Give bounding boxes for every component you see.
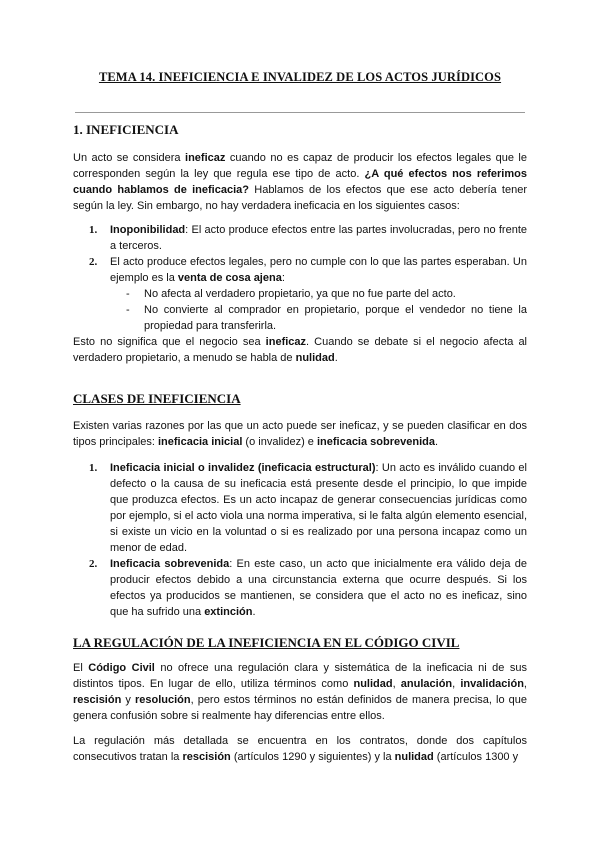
dash-bullet: - bbox=[126, 304, 130, 316]
text-run: El bbox=[73, 662, 89, 674]
text-run: no ofrece una regulación clara y sistemática de la ineficacia ni de sus distintos tipos. En lugar de ello, utiliza términos como bbox=[73, 662, 527, 690]
text-run: (artículos 1300 y bbox=[433, 751, 519, 763]
list-non-ineficacia bbox=[73, 222, 527, 334]
paragraph-codigo-civil bbox=[73, 660, 527, 724]
section-heading-clases: CLASES DE INEFICIENCIA bbox=[73, 391, 241, 406]
bold-term: Inoponibilidad bbox=[110, 224, 186, 236]
bold-term: resolución bbox=[134, 694, 191, 706]
text-run: Existen varias razones por las que un acto puede ser ineficaz, y se pueden clasificar en dos tipos principales: bbox=[73, 420, 527, 448]
text-run: y bbox=[121, 694, 135, 706]
bold-term: Ineficacia sobrevenida bbox=[110, 558, 230, 570]
paragraph-nulidad-note bbox=[73, 334, 527, 366]
section-heading-ineficiencia: 1. INEFICIENCIA bbox=[73, 122, 179, 137]
sub-list bbox=[110, 286, 527, 334]
list-item bbox=[73, 556, 527, 620]
bold-term: venta de cosa ajena bbox=[177, 272, 282, 284]
bold-term: ineficaz bbox=[265, 336, 307, 348]
text-run: El acto produce efectos legales, pero no cumple con lo que las partes esperaban. Un ejemplo es la bbox=[110, 256, 527, 284]
text-run: : En este caso, un acto que inicialmente era válido deja de producir efectos debido a una circunstancia externa que ocurre después. Si los efectos ya producidos se mantienen, se considera que el acto no es ineficaz, sino que ha sufrido una bbox=[110, 558, 527, 618]
bold-term: rescisión bbox=[182, 751, 231, 763]
title-divider bbox=[75, 112, 525, 113]
paragraph-clases-intro bbox=[73, 418, 527, 450]
text-run: (o invalidez) e bbox=[242, 436, 317, 448]
list-number: 1. bbox=[89, 224, 98, 236]
list-number: 2. bbox=[89, 558, 98, 570]
text-run: Hablamos de los efectos que ese acto debería tener según la ley. Sin embargo, no hay verdadera ineficacia en los siguientes casos: bbox=[73, 184, 527, 212]
document-title: TEMA 14. INEFICIENCIA E INVALIDEZ DE LOS ACTOS JURÍDICOS bbox=[98, 70, 502, 84]
text-run: . bbox=[252, 606, 256, 618]
text-run: La regulación más detallada se encuentra en los contratos, donde dos capítulos consecutivos tratan la bbox=[73, 735, 527, 763]
bold-term: Código Civil bbox=[88, 662, 155, 674]
bold-term: ineficacia sobrevenida bbox=[316, 436, 435, 448]
text-run: . Cuando se debate si el negocio afecta al verdadero propietario, a menudo se habla de bbox=[73, 336, 528, 364]
text-run: , bbox=[452, 678, 461, 690]
text-run: : El acto produce efectos entre las partes involucradas, pero no frente a terceros. bbox=[110, 224, 527, 252]
sub-list-item bbox=[110, 302, 527, 334]
bold-term: extinción bbox=[204, 606, 253, 618]
section-heading-regulacion: LA REGULACIÓN DE LA INEFICIENCIA EN EL CÓDIGO CIVIL bbox=[73, 635, 460, 650]
list-item bbox=[73, 254, 527, 334]
bold-term: anulación bbox=[400, 678, 453, 690]
bold-term: ineficacia inicial bbox=[158, 436, 243, 448]
paragraph-definition bbox=[73, 150, 527, 214]
text-run: Esto no significa que el negocio sea bbox=[73, 336, 266, 348]
bold-term: nulidad bbox=[353, 678, 393, 690]
list-clases bbox=[73, 460, 527, 620]
text-run: No convierte al comprador en propietario, porque el vendedor no tiene la propiedad para transferirla. bbox=[144, 304, 527, 332]
text-run: (artículos 1290 y siguientes) y la bbox=[230, 751, 395, 763]
list-item bbox=[73, 222, 527, 254]
list-item bbox=[73, 460, 527, 556]
bold-term: nulidad bbox=[295, 352, 335, 364]
sub-list-item bbox=[110, 286, 527, 302]
paragraph-contratos bbox=[73, 733, 527, 765]
text-run: , bbox=[523, 678, 527, 690]
list-number: 2. bbox=[89, 256, 98, 268]
text-run: . bbox=[334, 352, 338, 364]
text-run: , bbox=[392, 678, 401, 690]
text-run: . bbox=[434, 436, 439, 448]
text-run: , pero estos términos no están definidos de manera precisa, lo que genera confusión sobre si realmente hay diferencias entre ellos. bbox=[73, 694, 527, 722]
dash-bullet: - bbox=[126, 288, 130, 300]
bold-term: ineficaz bbox=[185, 152, 226, 164]
bold-term: rescisión bbox=[73, 694, 122, 706]
list-number: 1. bbox=[89, 462, 98, 474]
text-run: : bbox=[281, 272, 285, 284]
bold-term: nulidad bbox=[394, 751, 434, 763]
text-run: No afecta al verdadero propietario, ya que no fue parte del acto. bbox=[144, 288, 456, 300]
bold-term: invalidación bbox=[460, 678, 524, 690]
bold-term: Ineficacia inicial o invalidez (ineficacia estructural) bbox=[110, 462, 376, 474]
text-run: : Un acto es inválido cuando el defecto o la causa de su ineficacia está presente desde el principio, lo que impide que produzca efectos. Es un acto incapaz de generar consecuencias jurídicas como por ejemplo, si el acto viola una norma imperativa, si le falta algún elemento esencial, si existe un vicio en la voluntad o si es realizado por una persona incapaz como un menor de edad. bbox=[110, 462, 527, 554]
text-run: cuando no es capaz de producir los efectos legales que le corresponden según la ley que regula ese tipo de acto. bbox=[73, 152, 527, 180]
text-run: Un acto se considera bbox=[73, 152, 186, 164]
bold-question: ¿A qué efectos nos referimos cuando hablamos de ineficacia? bbox=[73, 168, 527, 196]
